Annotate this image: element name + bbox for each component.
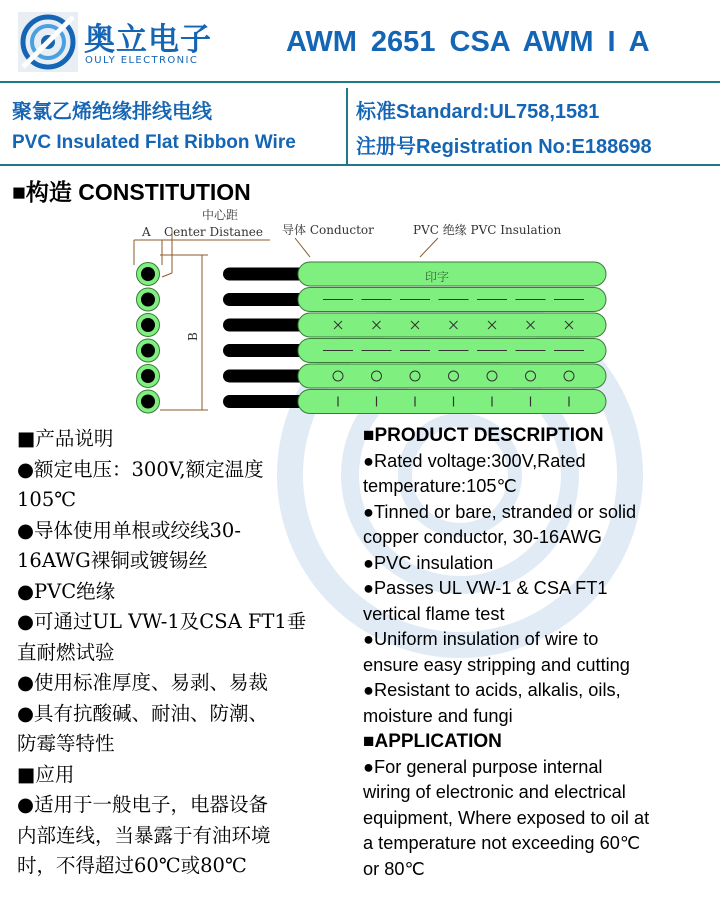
company-logo-icon	[18, 12, 78, 72]
cn-line: ■产品说明	[17, 427, 114, 450]
cable-construction-diagram	[120, 205, 620, 420]
label-center-distance-en: Center Distanee	[164, 225, 264, 239]
application-heading: ■APPLICATION	[363, 731, 502, 752]
section-title-construction: ■构造 CONSTITUTION	[12, 179, 251, 205]
label-marking: 印字	[425, 270, 450, 284]
standard-label: 标准Standard:UL758,1581	[356, 101, 600, 123]
label-b: B	[186, 332, 200, 341]
cross-section-conductor	[141, 369, 155, 383]
cn-line: ●具有抗酸碱、耐油、防潮、	[17, 701, 269, 725]
label-conductor: 导体 Conductor	[282, 223, 374, 237]
product-description-heading: ■PRODUCT DESCRIPTION	[363, 425, 604, 446]
product-name-en: PVC Insulated Flat Ribbon Wire	[12, 132, 296, 153]
insulated-wire	[298, 364, 606, 388]
cn-line: ●可通过UL VW-1及CSA FT1垂	[17, 610, 307, 633]
insulated-wire	[298, 313, 606, 337]
en-line: or 80℃	[363, 858, 425, 879]
company-name-en: OULY ELECTRONIC	[85, 55, 199, 66]
en-line: copper conductor, 30-16AWG	[363, 527, 602, 547]
cross-section-conductor	[141, 267, 155, 281]
en-line: ●Passes UL VW-1 & CSA FT1	[363, 578, 608, 598]
cn-line: ●适用于一般电子，电器设备	[17, 793, 269, 816]
header-divider-top	[0, 81, 720, 83]
en-line: ●Rated voltage:300V,Rated	[363, 450, 586, 471]
en-line: ensure easy stripping and cutting	[363, 654, 630, 675]
description-en	[363, 423, 713, 882]
en-line: moisture and fungi	[363, 705, 513, 726]
en-line: ●Resistant to acids, alkalis, oils,	[363, 680, 621, 700]
description-cn	[17, 424, 347, 882]
header-divider-bottom	[0, 164, 720, 166]
cn-line: 防霉等特性	[17, 732, 115, 755]
cross-section-conductor	[141, 395, 155, 409]
cn-line: 内部连线，当暴露于有油环境	[17, 823, 271, 847]
cn-line: 105℃	[17, 488, 77, 511]
insulated-wire	[298, 390, 606, 414]
cn-line: 时，不得超过60℃或80℃	[17, 854, 247, 877]
en-line: equipment, Where exposed to oil at	[363, 807, 650, 828]
product-name-cn: 聚氯乙烯绝缘排线电线	[12, 99, 212, 123]
en-line: ●Tinned or bare, stranded or solid	[363, 501, 637, 522]
cn-line: 16AWG裸铜或镀锡丝	[17, 549, 208, 572]
company-name-cn: 奥立电子	[84, 22, 212, 58]
cn-line: ●导体使用单根或绞线30-	[17, 518, 241, 542]
en-line: ●PVC insulation	[363, 552, 494, 573]
label-a: A	[142, 225, 151, 239]
document-title: AWM 2651 CSA AWM I A	[286, 26, 650, 58]
cross-section-conductor	[141, 293, 155, 307]
label-center-distance-cn: 中心距	[202, 208, 239, 222]
cn-line: ●额定电压：300V,额定温度	[17, 457, 264, 481]
cn-line: ■应用	[17, 762, 75, 786]
cross-section-conductor	[141, 318, 155, 332]
en-line: temperature:105℃	[363, 476, 517, 496]
cross-section-conductor	[141, 344, 155, 358]
en-line: a temperature not exceeding 60℃	[363, 833, 641, 853]
en-line: vertical flame test	[363, 603, 505, 624]
header-vertical-divider	[346, 88, 348, 166]
en-line: wiring of electronic and electrical	[363, 782, 626, 802]
cn-line: ●PVC绝缘	[17, 579, 116, 603]
registration-label: 注册号Registration No:E188698	[356, 136, 652, 158]
cn-line: ●使用标准厚度、易剥、易裁	[17, 671, 269, 694]
en-line: ●For general purpose internal	[363, 756, 603, 777]
cn-line: 直耐燃试验	[17, 640, 115, 664]
en-line: ●Uniform insulation of wire to	[363, 629, 599, 649]
insulated-wire	[298, 262, 606, 286]
label-insulation: PVC 绝缘 PVC Insulation	[413, 223, 562, 237]
